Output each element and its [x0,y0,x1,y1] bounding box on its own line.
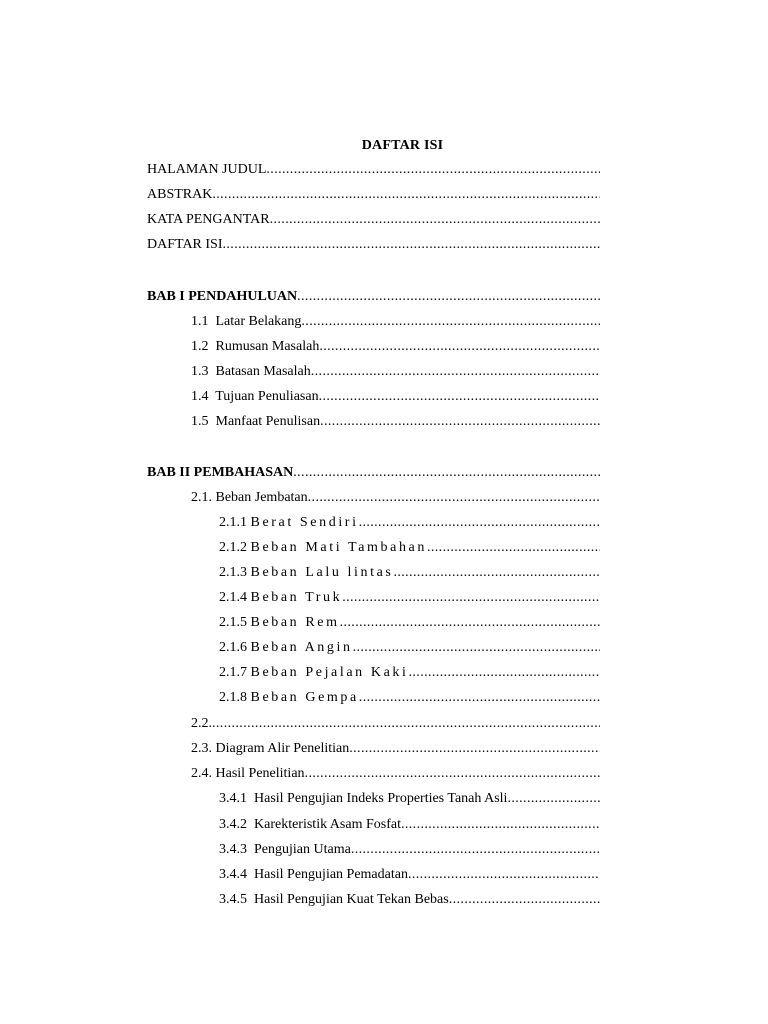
toc-entry-label [219,689,359,707]
toc-entry-label [219,664,409,682]
toc-leader [270,211,600,229]
toc-leader [409,664,601,682]
toc-entry-label [191,363,311,381]
toc-entry-text: Karekteristik Asam Fosfat [254,817,401,832]
toc-entry [219,891,600,909]
toc-entry-text: Berat Sendiri [250,515,359,530]
toc-entry-label [147,211,270,229]
toc-leader [297,288,600,306]
toc-chapter-entry [147,464,600,482]
toc-entry [219,790,600,808]
toc-entry-number: 3.4.3 [219,842,247,857]
toc-leader [319,388,600,406]
toc-entry [219,539,600,557]
toc-leader [351,841,600,859]
toc-entry-text: Beban Jembatan [215,490,308,505]
toc-entry-number: 2.1.6 [219,640,247,655]
toc-entry-label [147,288,297,306]
toc-entry-number: 1.4 [191,389,209,404]
toc-entry-text: BAB I PENDAHULUAN [147,289,298,304]
page-title: DAFTAR ISI [361,138,444,153]
toc-leader [427,539,600,557]
toc-entry-label [219,790,507,808]
toc-entry-number: 2.1.1 [219,515,247,530]
toc-leader [223,236,601,254]
toc-leader [359,689,600,707]
toc-leader [311,363,600,381]
toc-entry [191,740,600,758]
toc-entry-text: ABSTRAK [147,187,213,202]
toc-entry-number: 3.4.4 [219,867,247,882]
toc-entry-text: Beban Rem [250,615,340,630]
toc-entry-text: Beban Gempa [250,690,359,705]
toc-entry-text: Manfaat Penulisan [215,414,321,429]
toc-leader [266,161,600,179]
toc-entry-text: Beban Angin [250,640,353,655]
toc-leader [359,514,600,532]
toc-entry [219,589,600,607]
toc-entry [191,765,600,783]
toc-entry-label [219,891,449,909]
toc-entry-number: 2.1.5 [219,615,247,630]
toc-entry-label [191,715,212,733]
toc-entry-number: 2.1. [191,490,212,505]
toc-entry-label [219,589,342,607]
toc-entry-label [191,413,320,431]
toc-entry-text: Beban Pejalan Kaki [250,665,409,680]
toc-entry-label [147,161,266,179]
toc-leader [507,790,600,808]
toc-entry-number: 1.1 [191,314,209,329]
toc-entry-text: Diagram Alir Penelitian [215,741,350,756]
toc-entry [147,211,600,229]
toc-entry-label [191,313,301,331]
toc-leader [353,639,600,657]
toc-entry-text: Batasan Masalah [215,364,311,379]
toc-entry-label [219,514,359,532]
toc-entry [191,715,600,733]
toc-entry [219,866,600,884]
toc-entry-label [219,841,351,859]
toc-entry-label [147,464,293,482]
toc-entry-text: Hasil Pengujian Pemadatan [254,867,408,882]
toc-chapter-entry [147,288,600,306]
toc-entry-text: HALAMAN JUDUL [147,162,267,177]
toc-entry-text: DAFTAR ISI [147,237,223,252]
toc-entry-number: 3.4.1 [219,791,247,806]
toc-leader [408,866,600,884]
toc-leader [212,715,600,733]
toc-leader [305,765,600,783]
toc-entry-text: Tujuan Penuliasan [215,389,319,404]
toc-entry-number: 3.4.2 [219,817,247,832]
toc-entry-number: 1.5 [191,414,209,429]
toc-entry [219,564,600,582]
toc-entry-text: Hasil Penelitian [215,766,305,781]
toc-leader [449,891,600,909]
toc-entry [219,664,600,682]
toc-entry-text: KATA PENGANTAR [147,212,270,227]
toc-entry-number: 2.2. [191,716,212,731]
toc-entry-number: 1.3 [191,364,209,379]
toc-entry-number: 2.1.7 [219,665,247,680]
toc-entry [219,816,600,834]
toc-entry-text: Beban Mati Tambahan [250,540,427,555]
toc-entry-label [219,564,393,582]
toc-entry [219,689,600,707]
toc-entry [219,514,600,532]
toc-leader [401,816,600,834]
toc-entry-label [191,338,319,356]
toc-entry [147,161,600,179]
toc-entry-number: 2.4. [191,766,212,781]
toc-entry [191,413,600,431]
toc-leader [340,614,600,632]
toc-entry-label [219,639,353,657]
toc-entry-text: Pengujian Utama [254,842,351,857]
toc-leader [301,313,600,331]
toc-entry [191,338,600,356]
toc-entry-text: Rumusan Masalah [215,339,320,354]
toc-entry-text: Beban Truk [250,590,343,605]
toc-leader [319,338,600,356]
toc-entry [219,841,600,859]
toc-entry [147,236,600,254]
toc-entry-text: BAB II PEMBAHASAN [147,465,294,480]
toc-entry [191,388,600,406]
toc-leader [342,589,600,607]
toc-entry-number: 1.2 [191,339,209,354]
toc-entry-label [219,539,427,557]
toc-leader [393,564,600,582]
toc-entry-number: 2.1.3 [219,565,247,580]
toc-entry [191,363,600,381]
toc-entry-number: 2.1.2 [219,540,247,555]
toc-leader [308,489,600,507]
toc-entry-label [191,740,349,758]
toc-entry-number: 2.3. [191,741,212,756]
toc-entry-label [191,388,319,406]
toc-entry-label [191,489,308,507]
toc-entry-label [147,186,212,204]
toc-entry-number: 2.1.4 [219,590,247,605]
toc-leader [212,186,600,204]
toc-entry [219,639,600,657]
toc-entry-number: 3.4.5 [219,892,247,907]
toc-entry-label [147,236,223,254]
toc-leader [293,464,600,482]
toc-leader [320,413,600,431]
toc-entry-text: Beban Lalu lintas [250,565,394,580]
toc-entry [147,186,600,204]
toc-entry-label [219,614,340,632]
toc-entry-text: Hasil Pengujian Indeks Properties Tanah Asli [254,791,508,806]
toc-entry-label [219,816,401,834]
toc-entry [191,489,600,507]
toc-entry [219,614,600,632]
toc-entry-number: 2.1.8 [219,690,247,705]
toc-entry [191,313,600,331]
toc-leader [349,740,600,758]
toc-entry-text: Hasil Pengujian Kuat Tekan Bebas [254,892,449,907]
toc-entry-text: Latar Belakang [215,314,302,329]
toc-entry-label [219,866,408,884]
toc-entry-label [191,765,305,783]
